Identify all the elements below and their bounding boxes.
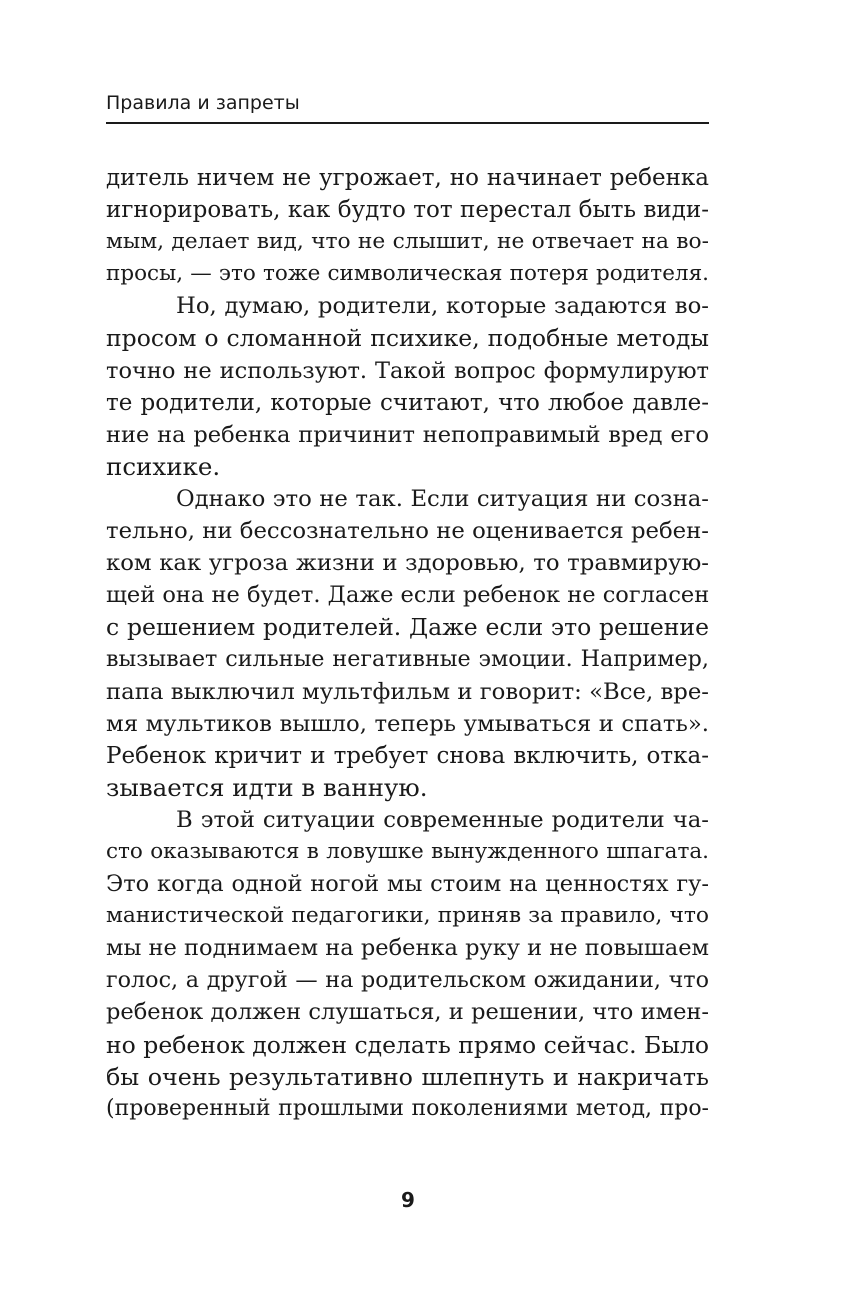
text-line: игнорировать, как будто тот перестал быть види- <box>106 197 709 224</box>
text-line: с решением родителей. Даже если это решение <box>106 613 709 642</box>
text-line: Но, думаю, родители, которые задаются во- <box>176 293 709 320</box>
text-line: дитель ничем не угрожает, но начинает ребенка <box>106 165 709 191</box>
text-line: папа выключил мультфильм и говорит: «Все, вре- <box>106 678 709 705</box>
running-title: Правила и запреты <box>106 92 300 114</box>
text-line: психике. <box>106 451 221 481</box>
text-line: (проверенный прошлыми поколениями метод, про- <box>106 1095 709 1121</box>
text-line: те родители, которые считают, что любое давле- <box>106 389 709 416</box>
text-line: ребенок должен слушаться, и решении, что имен- <box>106 999 709 1026</box>
text-line: зывается идти в ванную. <box>106 772 428 802</box>
body-text <box>106 162 709 1125</box>
header-rule <box>106 122 709 124</box>
text-line: просом о сломанной психике, подобные методы <box>106 324 709 353</box>
text-line: точно не используют. Такой вопрос формулируют <box>106 357 709 384</box>
text-line: бы очень результативно шлепнуть и накричать <box>106 1062 709 1091</box>
text-line: мым, делает вид, что не слышит, не отвечает на во- <box>106 229 709 255</box>
text-line: сто оказываются в ловушке вынужденного шпагата. <box>106 838 709 864</box>
text-line: мя мультиков вышло, теперь умываться и спать». <box>106 710 709 737</box>
text-line: манистической педагогики, приняв за правило, что <box>106 903 709 929</box>
text-line: просы, — это тоже символическая потеря родителя. <box>106 261 709 287</box>
text-line: Однако это не так. Если ситуация ни созна- <box>176 485 709 512</box>
page-number: 9 <box>401 1188 415 1212</box>
text-line: тельно, ни бессознательно не оценивается ребен- <box>106 518 709 545</box>
text-line: Это когда одной ногой мы стоим на ценностях гу- <box>106 871 709 898</box>
text-line: Ребенок кричит и требует снова включить, отка- <box>106 742 709 769</box>
text-line: но ребенок должен сделать прямо сейчас. Было <box>106 1030 710 1059</box>
text-line: ком как угроза жизни и здоровью, то травмирую- <box>106 550 709 577</box>
text-line: ние на ребенка причинит непоправимый вред его <box>106 421 709 448</box>
text-line: мы не поднимаем на ребенка руку и не повышаем <box>106 935 710 962</box>
text-line: голос, а другой — на родительском ожидании, что <box>106 967 709 994</box>
text-line: вызывает сильные негативные эмоции. Например, <box>106 646 709 673</box>
text-line: В этой ситуации современные родители ча- <box>176 806 709 833</box>
text-line: щей она не будет. Даже если ребенок не согласен <box>106 582 710 609</box>
